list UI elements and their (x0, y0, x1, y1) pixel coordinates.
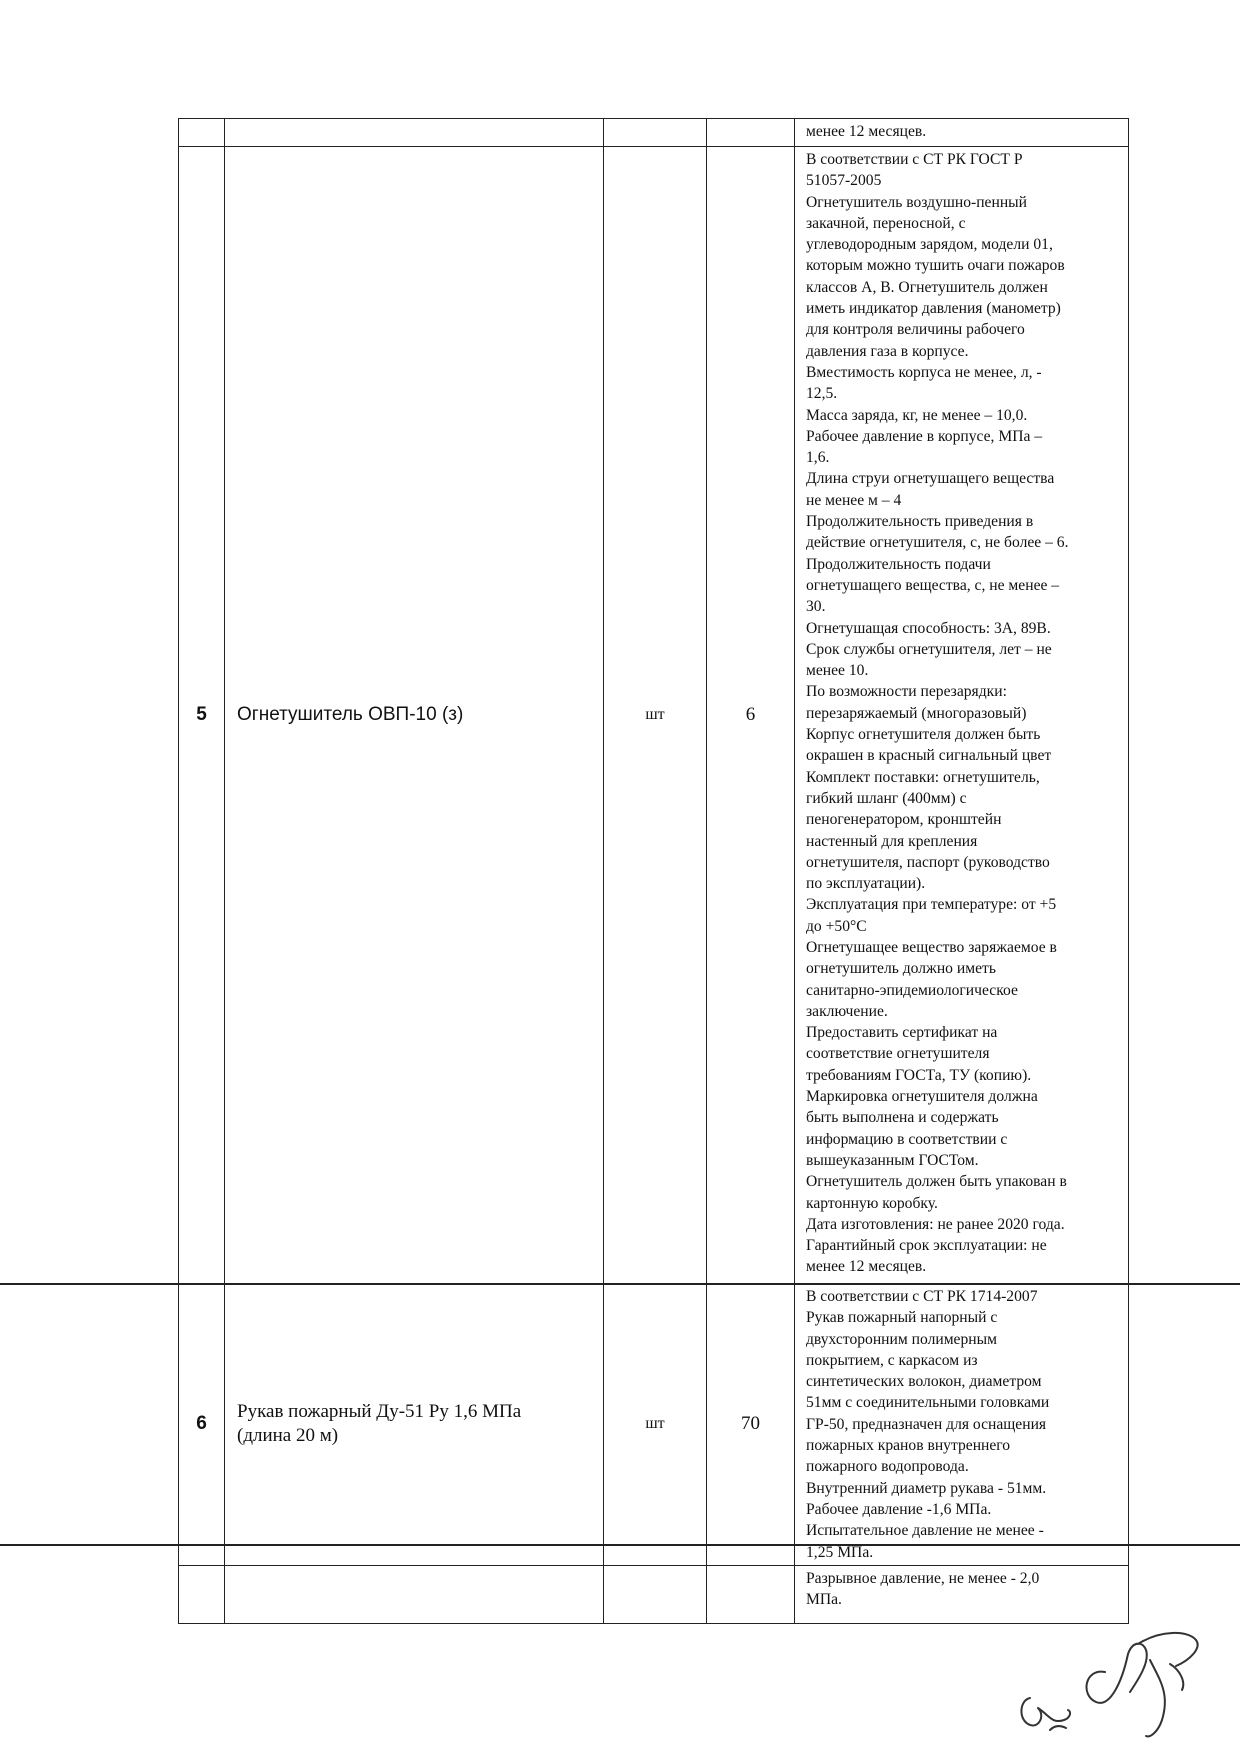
description-line: Огнетушитель должен быть упакован в (806, 1173, 1067, 1191)
description-cell (795, 1284, 1129, 1566)
unit-cell: шт (604, 1284, 707, 1566)
description-line: Предоставить сертификат на (806, 1024, 998, 1042)
description-line: окрашен в красный сигнальный цвет (806, 747, 1052, 765)
row-number: 5 (179, 147, 225, 1284)
description-line: Эксплуатация при температуре: от +5 (806, 896, 1057, 914)
description-line: Дата изготовления: не ранее 2020 года. (806, 1215, 1065, 1233)
table-row (179, 1284, 1129, 1566)
description-line: менее 10. (806, 662, 869, 680)
table-row (179, 119, 1129, 147)
description-line: покрытием, с каркасом из (806, 1351, 978, 1369)
description-line: Испытательное давление не менее - (806, 1522, 1044, 1540)
description-line: которым можно тушить очаги пожаров (806, 257, 1065, 275)
description-line: Рабочее давление -1,6 МПа. (806, 1500, 992, 1518)
item-name (225, 1284, 604, 1566)
description-line: по эксплуатации). (806, 875, 926, 893)
description-line: пеногенератором, кронштейн (806, 811, 1002, 829)
description-cell (795, 1565, 1129, 1623)
item-name (225, 119, 604, 147)
row-number (179, 119, 225, 147)
description-line: Корпус огнетушителя должен быть (806, 726, 1041, 744)
unit-cell (604, 1565, 707, 1623)
description-line: огнетушителя, паспорт (руководство (806, 853, 1050, 871)
table-row (179, 1565, 1129, 1623)
description-line: менее 12 месяцев. (806, 1258, 927, 1276)
description-line: ГР-50, предназначен для оснащения (806, 1415, 1047, 1433)
description-line: менее 12 месяцев. (806, 123, 927, 140)
description-line: Внутренний диаметр рукава - 51мм. (806, 1479, 1047, 1497)
description-line: МПа. (806, 1591, 842, 1609)
description-line: Гарантийный срок эксплуатации: не (806, 1237, 1047, 1255)
description-line: перезаряжаемый (многоразовый) (806, 704, 1027, 722)
description-line: быть выполнена и содержать (806, 1109, 999, 1127)
item-name-line: (длина 20 м) (237, 1425, 339, 1447)
item-name (225, 147, 604, 1284)
description-line: информацию в соответствии с (806, 1130, 1008, 1148)
description-line: Срок службы огнетушителя, лет – не (806, 640, 1052, 658)
description-line: 12,5. (806, 385, 838, 403)
signature-icon (1010, 1620, 1220, 1745)
description-line: заключение. (806, 1002, 888, 1020)
description-line: до +50°С (806, 917, 867, 935)
description-line: Разрывное давление, не менее - 2,0 (806, 1569, 1040, 1587)
specification-table (178, 118, 1129, 1624)
description-line: двухсторонним полимерным (806, 1330, 997, 1348)
description-line: огнетушащего вещества, с, не менее – (806, 576, 1060, 594)
description-line: углеводородным зарядом, модели 01, (806, 236, 1053, 254)
description-line: Вместимость корпуса не менее, л, - (806, 363, 1042, 381)
description-line: Огнетушащая способность: 3А, 89В. (806, 619, 1051, 637)
description-line: Огнетушащее вещество заряжаемое в (806, 938, 1057, 956)
description-line: действие огнетушителя, с, не более – 6. (806, 534, 1069, 552)
description-line: пожарных кранов внутреннего (806, 1437, 1011, 1455)
description-line: 30. (806, 598, 826, 616)
description-line: 51057-2005 (806, 172, 882, 190)
description-line: для контроля величины рабочего (806, 321, 1025, 339)
description-line: не менее м – 4 (806, 491, 902, 509)
description-line: В соответствии с СТ РК ГОСТ Р (806, 151, 1023, 168)
description-line: иметь индикатор давления (манометр) (806, 300, 1061, 318)
description-line: Масса заряда, кг, не менее – 10,0. (806, 406, 1028, 424)
quantity-cell (707, 119, 795, 147)
item-name (225, 1565, 604, 1623)
description-line: давления газа в корпусе. (806, 342, 969, 360)
description-line: настенный для крепления (806, 832, 978, 850)
description-line: вышеуказанным ГОСТом. (806, 1151, 979, 1169)
description-line: картонную коробку. (806, 1194, 938, 1212)
row-number (179, 1565, 225, 1623)
unit-cell (604, 119, 707, 147)
description-line: пожарного водопровода. (806, 1458, 969, 1476)
description-line: 1,6. (806, 449, 830, 467)
row-number: 6 (179, 1284, 225, 1566)
quantity-cell: 70 (707, 1284, 795, 1566)
description-line: классов А, В. Огнетушитель должен (806, 278, 1048, 296)
description-line: санитарно-эпидемиологическое (806, 981, 1018, 999)
description-line: 51мм с соединительными головками (806, 1394, 1050, 1412)
description-line: Огнетушитель воздушно-пенный (806, 193, 1027, 211)
description-line: По возможности перезарядки: (806, 683, 1007, 701)
description-line: гибкий шланг (400мм) с (806, 789, 967, 807)
description-line: Рабочее давление в корпусе, МПа – (806, 427, 1043, 445)
description-line: требованиям ГОСТа, ТУ (копию). (806, 1066, 1032, 1084)
description-line: В соответствии с СТ РК 1714-2007 (806, 1288, 1038, 1305)
description-line: Комплект поставки: огнетушитель, (806, 768, 1040, 786)
quantity-cell (707, 1565, 795, 1623)
description-line: 1,25 МПа. (806, 1543, 874, 1561)
description-line: огнетушитель должно иметь (806, 960, 996, 978)
description-line: Маркировка огнетушителя должна (806, 1088, 1038, 1106)
table-row (179, 147, 1129, 1284)
description-cell (795, 147, 1129, 1284)
description-line: Продолжительность приведения в (806, 513, 1034, 531)
description-line: Продолжительность подачи (806, 555, 991, 573)
description-line: соответствие огнетушителя (806, 1045, 990, 1063)
item-name-line: Рукав пожарный Ду-51 Ру 1,6 МПа (237, 1401, 522, 1423)
description-line: Длина струи огнетушащего вещества (806, 470, 1055, 488)
description-line: закачной, переносной, с (806, 214, 966, 232)
description-line: синтетических волокон, диаметром (806, 1373, 1042, 1391)
unit-cell: шт (604, 147, 707, 1284)
description-line: Рукав пожарный напорный с (806, 1309, 998, 1327)
item-name-line: Огнетушитель ОВП-10 (з) (237, 704, 464, 725)
description-cell (795, 119, 1129, 147)
quantity-cell: 6 (707, 147, 795, 1284)
